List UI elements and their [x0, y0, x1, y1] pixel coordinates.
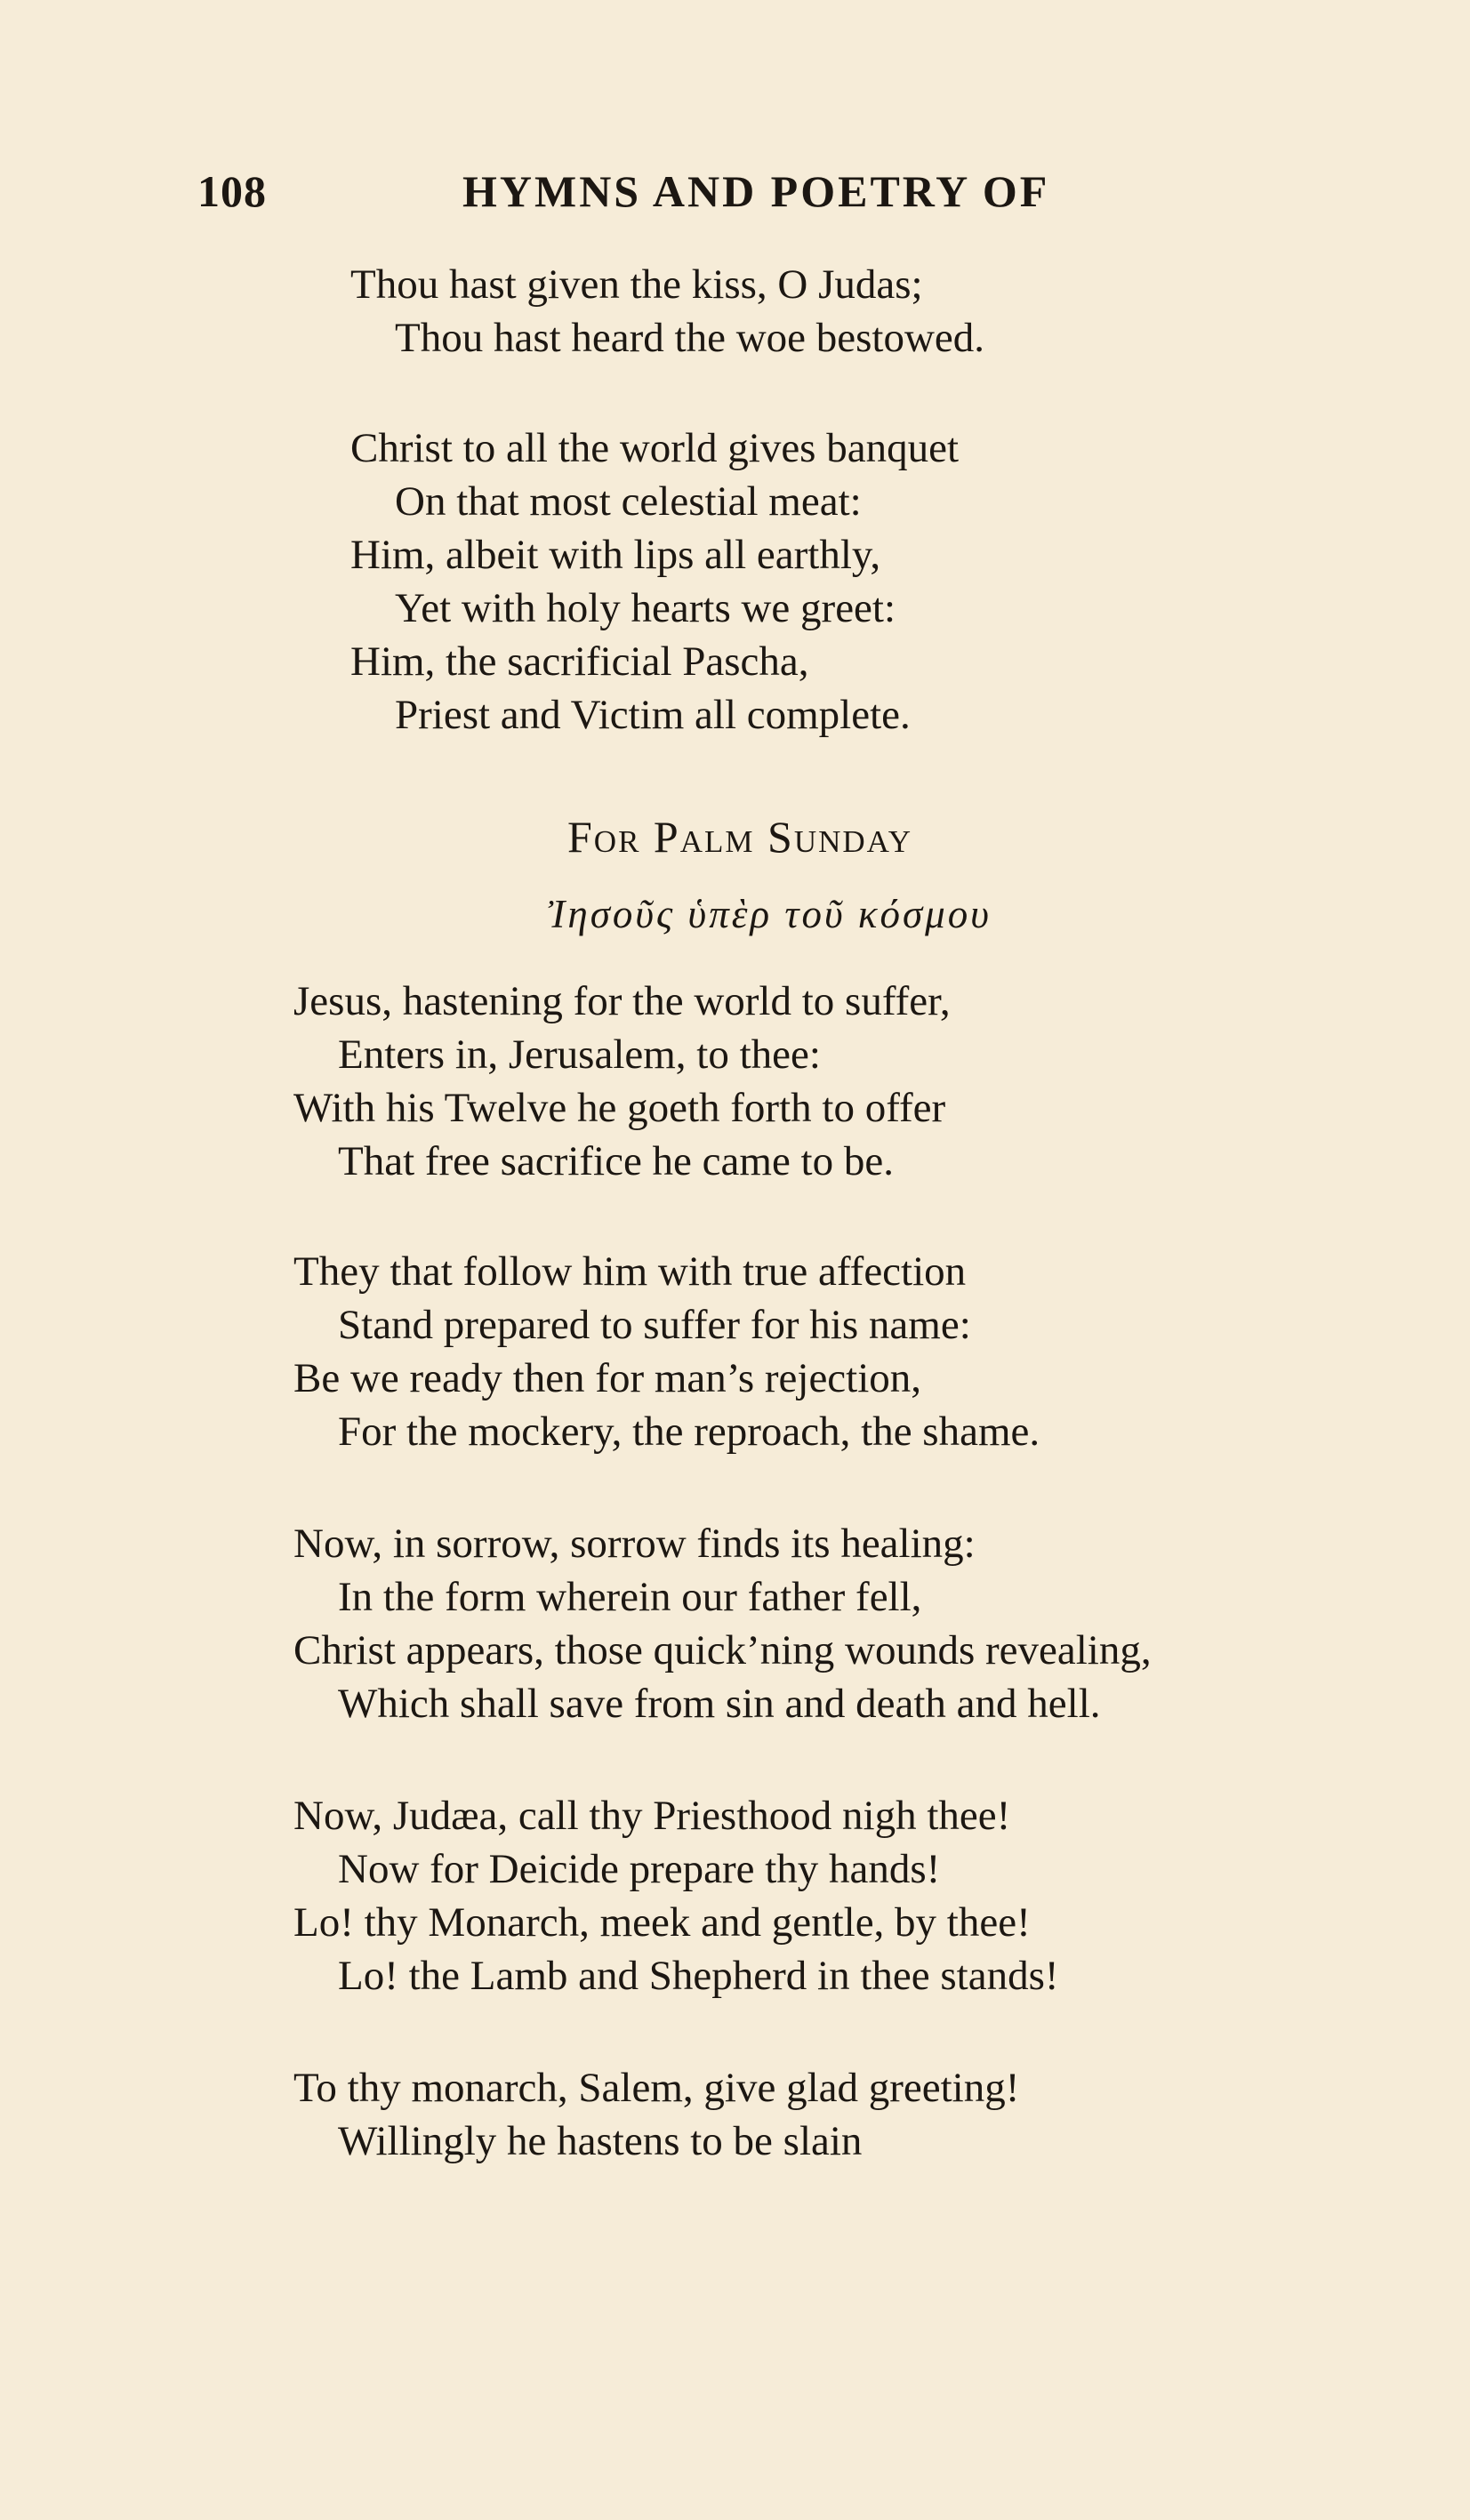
poem-line: With his Twelve he goeth forth to offer [293, 1085, 946, 1131]
poem-line: Now for Deicide prepare thy hands! [338, 1846, 941, 1892]
poem-line: Which shall save from sin and death and hell. [338, 1681, 1101, 1727]
poem-line: Jesus, hastening for the world to suffer, [293, 978, 951, 1024]
poem-line: They that follow him with true affection [293, 1248, 967, 1295]
section-title: For Palm Sunday [567, 812, 912, 862]
poem-line: To thy monarch, Salem, give glad greeting! [293, 2065, 1020, 2111]
poem-line: Enters in, Jerusalem, to thee: [338, 1031, 821, 1078]
poem-line: Now, in sorrow, sorrow finds its healing: [293, 1521, 976, 1567]
poem-line: Yet with holy hearts we greet: [395, 585, 896, 631]
poem-line: For the mockery, the reproach, the shame. [338, 1408, 1040, 1455]
greek-epigraph: Ἰησοῦς ὑπὲρ τοῦ κόσμου [548, 892, 992, 936]
poem-line: In the form wherein our father fell, [338, 1574, 922, 1620]
poem-line: Be we ready then for man’s rejection, [293, 1355, 922, 1401]
poem-line: Lo! the Lamb and Shepherd in thee stands! [338, 1953, 1059, 1999]
poem-line: Him, the sacrificial Pascha, [350, 638, 809, 685]
page-number: 108 [197, 166, 267, 216]
poem-line: Priest and Victim all complete. [395, 692, 911, 738]
poem-line: Him, albeit with lips all earthly, [350, 532, 881, 578]
running-head: HYMNS AND POETRY OF [462, 166, 1050, 216]
poem-line: Willingly he hastens to be slain [338, 2118, 863, 2164]
poem-line: Now, Judæa, call thy Priesthood nigh thee! [293, 1793, 1011, 1839]
poem-line: Christ to all the world gives banquet [350, 425, 960, 471]
poem-line: Christ appears, those quick’ning wounds revealing, [293, 1627, 1152, 1673]
page-header [0, 165, 1470, 228]
poem-line: Lo! thy Monarch, meek and gentle, by thee! [293, 1899, 1031, 1946]
poem-line: Thou hast heard the woe bestowed. [395, 315, 985, 361]
poem-line: On that most celestial meat: [395, 478, 862, 525]
poem-line: That free sacrifice he came to be. [338, 1138, 894, 1184]
poem-line: Stand prepared to suffer for his name: [338, 1302, 971, 1348]
poem-line: Thou hast given the kiss, O Judas; [350, 261, 923, 308]
